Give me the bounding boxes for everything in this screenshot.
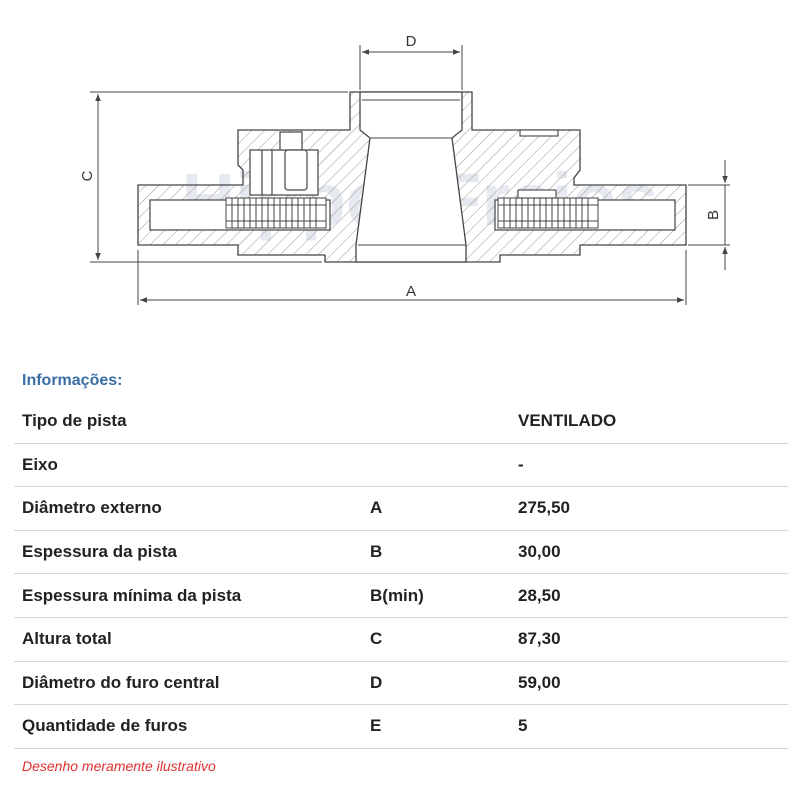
disclaimer-note: Desenho meramente ilustrativo (22, 758, 216, 774)
spec-label: Diâmetro externo (14, 487, 362, 531)
spec-code: B (362, 530, 510, 574)
spec-code: C (362, 617, 510, 661)
spec-label: Espessura da pista (14, 530, 362, 574)
brake-disc-drawing (0, 0, 800, 340)
spec-code (362, 443, 510, 487)
spec-value: 87,30 (510, 617, 788, 661)
dimension-c-label: C (79, 170, 96, 182)
dimension-d (360, 45, 462, 90)
table-row (14, 661, 788, 705)
spec-label: Tipo de pista (14, 400, 362, 443)
table-row (14, 400, 788, 443)
dimension-b-label: B (705, 209, 722, 221)
table-row (14, 530, 788, 574)
spec-code: E (362, 705, 510, 749)
spec-label: Eixo (14, 443, 362, 487)
spec-code: D (362, 661, 510, 705)
central-bore (356, 92, 466, 262)
specs-table (14, 400, 788, 749)
dimension-d-label: D (405, 33, 417, 50)
spec-code (362, 400, 510, 443)
spec-value: - (510, 443, 788, 487)
spec-value: VENTILADO (510, 400, 788, 443)
spec-code: B(min) (362, 574, 510, 618)
table-row (14, 617, 788, 661)
spec-label: Altura total (14, 617, 362, 661)
spec-label: Quantidade de furos (14, 705, 362, 749)
stud-notch-lower (518, 190, 556, 198)
spec-value: 28,50 (510, 574, 788, 618)
dimension-a-label: A (405, 283, 417, 300)
table-row (14, 574, 788, 618)
spec-value: 59,00 (510, 661, 788, 705)
section-title: Informações: (22, 372, 123, 389)
spec-label: Diâmetro do furo central (14, 661, 362, 705)
spec-value: 275,50 (510, 487, 788, 531)
vent-ribs-left (226, 198, 326, 228)
spec-value: 5 (510, 705, 788, 749)
spec-code: A (362, 487, 510, 531)
spec-label: Espessura mínima da pista (14, 574, 362, 618)
vent-ribs-right (498, 198, 598, 228)
table-row (14, 705, 788, 749)
table-row (14, 443, 788, 487)
spec-value: 30,00 (510, 530, 788, 574)
stud-notch (520, 130, 558, 136)
table-row (14, 487, 788, 531)
